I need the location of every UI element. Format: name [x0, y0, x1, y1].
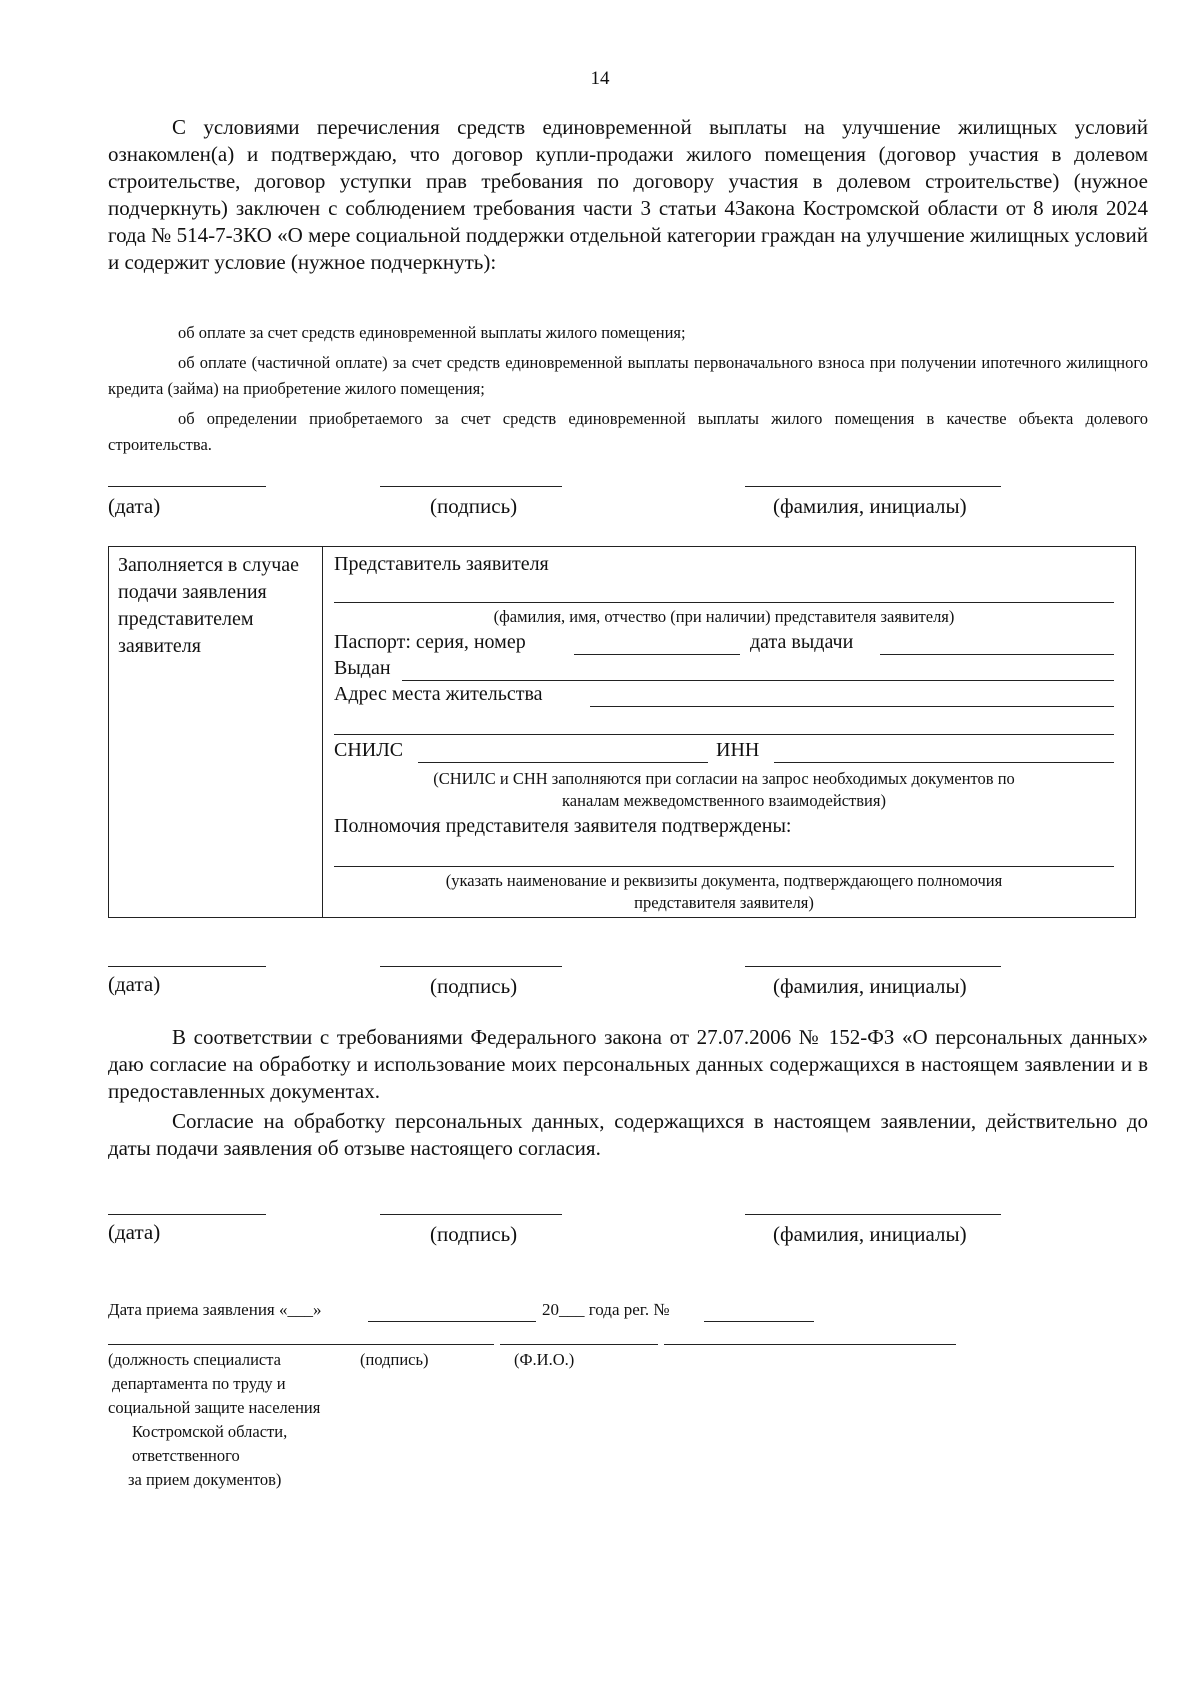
table-left-note: Заполняется в случае подачи заявления представителем заявителя [118, 554, 300, 657]
acknowledgement-paragraph [108, 114, 1148, 276]
address-field[interactable] [590, 706, 1114, 707]
authority-field[interactable] [334, 866, 1114, 867]
representative-fio-line[interactable] [334, 602, 1114, 603]
consent-validity-text: Согласие на обработку персональных данных, содержащихся в настоящем заявлении, действительно до даты подачи заявления об отзыве настоящего согласия. [108, 1109, 1148, 1160]
address-field-line2[interactable] [334, 734, 1114, 735]
authority-note-line1: (указать наименование и реквизиты документа, подтверждающего полномочия [445, 871, 1003, 890]
signature-line[interactable] [380, 966, 562, 967]
table-divider [322, 546, 323, 918]
issued-by-label: Выдан [334, 657, 391, 679]
passport-number-field[interactable] [574, 654, 740, 655]
date-line[interactable] [108, 966, 266, 967]
inn-label: ИНН [716, 739, 760, 761]
signature-caption: (подпись) [430, 1222, 518, 1246]
specialist-caption-line4: Костромской области, [132, 1422, 288, 1441]
condition-item: об оплате за счет средств единовременной выплаты жилого помещения; [178, 323, 686, 342]
specialist-fio-line[interactable] [664, 1344, 956, 1345]
consent-validity-paragraph [108, 1108, 1148, 1162]
consent-paragraph [108, 1024, 1148, 1105]
snils-note-line1: (СНИЛС и СНН заполняются при согласии на запрос необходимых документов по [433, 769, 1015, 788]
date-caption: (дата) [108, 1220, 161, 1244]
condition-item: об оплате (частичной оплате) за счет средств единовременной выплаты первоначального взноса при получении ипотечного жилищного кредита (займа) на приобретение жилого помещения; [108, 353, 1148, 398]
name-line[interactable] [745, 486, 1001, 487]
inn-field[interactable] [774, 762, 1114, 763]
snils-note-line2: каналам межведомственного взаимодействия) [562, 791, 886, 810]
address-label: Адрес места жительства [334, 683, 543, 705]
acknowledgement-text: С условиями перечисления средств единовременной выплаты на улучшение жилищных условий ознакомлен(а) и подтверждаю, что договор купли-продажи жилого помещения (договор участия в долевом строительстве, договор уступки прав требования по договору участия в долевом строительстве) (нужное подчеркнуть) заключен с соблюдением требования части 3 статьи 4Закона Костромской области от 8 июля 2024 года № 514-7-ЗКО «О мере социальной поддержки отдельной категории граждан на улучшение жилищных условий и содержит условие (нужное подчеркнуть): [108, 115, 1148, 274]
signature-line[interactable] [380, 1214, 562, 1215]
reg-number-field[interactable] [704, 1321, 814, 1322]
year-reg-label: 20___ года рег. № [542, 1300, 670, 1319]
specialist-position-line[interactable] [108, 1344, 494, 1345]
issued-by-field[interactable] [402, 680, 1114, 681]
fio-caption: (фамилия, имя, отчество (при наличии) представителя заявителя) [493, 607, 955, 626]
consent-text: В соответствии с требованиями Федерального закона от 27.07.2006 № 152-ФЗ «О персональных данных» даю согласие на обработку и использование моих персональных данных содержащихся в настоящем заявлении и в предоставленных документах. [108, 1025, 1148, 1103]
name-caption: (фамилия, инициалы) [773, 974, 967, 998]
specialist-caption-line5: ответственного [132, 1446, 240, 1465]
name-caption: (фамилия, инициалы) [773, 494, 967, 518]
date-caption: (дата) [108, 972, 161, 996]
authority-note-line2: представителя заявителя) [634, 893, 814, 912]
snils-label: СНИЛС [334, 739, 404, 761]
representative-title: Представитель заявителя [334, 553, 549, 575]
specialist-caption-line6: за прием документов) [128, 1470, 282, 1489]
name-line[interactable] [745, 966, 1001, 967]
page-number: 14 [590, 68, 610, 89]
issue-date-field[interactable] [880, 654, 1114, 655]
authority-label: Полномочия представителя заявителя подтверждены: [334, 815, 792, 837]
signature-caption: (подпись) [430, 494, 518, 518]
specialist-caption-line3: социальной защите населения [108, 1398, 321, 1417]
signature-line[interactable] [380, 486, 562, 487]
issue-date-label: дата выдачи [750, 631, 854, 653]
signature-caption: (подпись) [430, 974, 518, 998]
specialist-fio-caption: (Ф.И.О.) [514, 1350, 575, 1369]
condition-item: об определении приобретаемого за счет средств единовременной выплаты жилого помещения в качестве объекта долевого строительства. [108, 409, 1148, 454]
specialist-signature-line[interactable] [500, 1344, 658, 1345]
receipt-date-label: Дата приема заявления «___» [108, 1300, 322, 1319]
snils-field[interactable] [418, 762, 708, 763]
date-caption: (дата) [108, 494, 161, 518]
specialist-signature-caption: (подпись) [360, 1350, 429, 1369]
receipt-month-field[interactable] [368, 1321, 536, 1322]
specialist-caption-line1: (должность специалиста [108, 1350, 281, 1369]
name-caption: (фамилия, инициалы) [773, 1222, 967, 1246]
date-line[interactable] [108, 1214, 266, 1215]
name-line[interactable] [745, 1214, 1001, 1215]
date-line[interactable] [108, 486, 266, 487]
specialist-caption-line2: департамента по труду и [112, 1374, 286, 1393]
passport-label: Паспорт: серия, номер [334, 631, 526, 653]
